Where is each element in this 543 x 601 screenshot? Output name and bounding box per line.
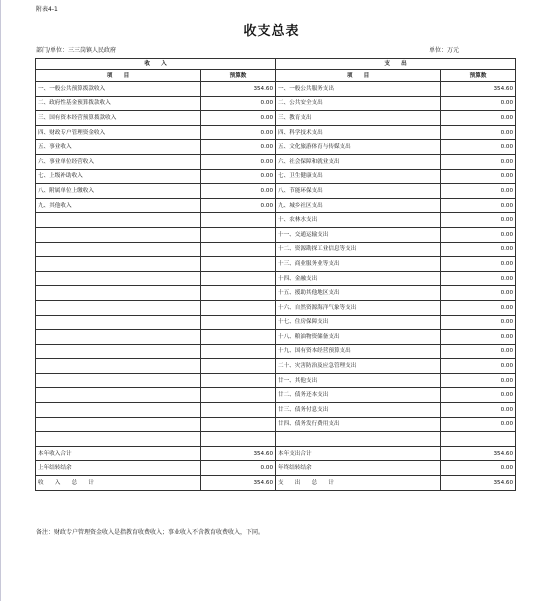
table-row	[36, 344, 516, 359]
expense-item-cell: 四、科学技术支出	[276, 125, 441, 140]
income-amount-cell: 0.00	[201, 198, 276, 213]
blank-cell	[201, 432, 276, 447]
income-amount-cell	[201, 359, 276, 374]
income-amount-cell: 354.60	[201, 446, 276, 461]
income-amount-cell	[201, 213, 276, 228]
attachment-number: 附表4-1	[36, 6, 58, 13]
income-item-cell	[36, 315, 201, 330]
expense-item-cell: 廿三、债务付息支出	[276, 403, 441, 418]
expense-amount-cell: 354.60	[441, 476, 516, 491]
expense-item-cell: 十、农林水支出	[276, 213, 441, 228]
expense-amount-cell: 0.00	[441, 125, 516, 140]
expense-item-cell: 十二、资源勘探工业信息等支出	[276, 242, 441, 257]
unit-value: 万元	[447, 47, 460, 54]
table-row	[36, 154, 516, 169]
expense-amount-cell: 354.60	[441, 446, 516, 461]
table-row	[36, 373, 516, 388]
expense-item-cell: 十八、粮油物资储备支出	[276, 330, 441, 345]
table-row	[36, 111, 516, 126]
unit-line	[429, 45, 459, 54]
summary-row	[36, 476, 516, 491]
expense-amount-cell: 0.00	[441, 461, 516, 476]
income-amount-cell: 354.60	[201, 82, 276, 97]
income-budget-header: 预算数	[201, 70, 276, 82]
income-item-cell: 九、其他收入	[36, 198, 201, 213]
expense-amount-cell: 0.00	[441, 344, 516, 359]
expense-item-cell: 十九、国有资本经营预算支出	[276, 344, 441, 359]
expense-item-cell: 五、文化旅游体育与传媒支出	[276, 140, 441, 155]
page-title: 收支总表	[243, 24, 300, 39]
income-item-cell	[36, 300, 201, 315]
expense-item-cell: 支 出 总 计	[276, 476, 441, 491]
income-item-cell: 收 入 总 计	[36, 476, 201, 491]
table-row	[36, 82, 516, 97]
income-item-cell: 三、国有资本经营预算拨款收入	[36, 111, 201, 126]
income-item-cell: 五、事业收入	[36, 140, 201, 155]
expense-amount-cell: 0.00	[441, 198, 516, 213]
table-row	[36, 403, 516, 418]
table-row	[36, 198, 516, 213]
blank-row	[36, 432, 516, 447]
blank-cell	[441, 432, 516, 447]
expense-amount-cell: 0.00	[441, 154, 516, 169]
expense-item-cell: 十七、住房保障支出	[276, 315, 441, 330]
income-item-cell: 一、一般公共预算拨款收入	[36, 82, 201, 97]
expense-amount-cell: 0.00	[441, 227, 516, 242]
expense-item-cell: 八、节能环保支出	[276, 184, 441, 199]
income-item-cell	[36, 359, 201, 374]
income-amount-cell: 0.00	[201, 154, 276, 169]
income-item-cell: 八、附属单位上缴收入	[36, 184, 201, 199]
income-amount-cell: 0.00	[201, 125, 276, 140]
expense-amount-cell: 0.00	[441, 388, 516, 403]
income-amount-cell: 354.60	[201, 476, 276, 491]
department-name: 三三岗镇人民政府	[68, 47, 117, 54]
income-amount-cell	[201, 417, 276, 432]
expense-item-cell: 九、城乡社区支出	[276, 198, 441, 213]
expense-amount-cell: 0.00	[441, 300, 516, 315]
income-amount-cell: 0.00	[201, 169, 276, 184]
expense-item-cell: 廿二、债务还本支出	[276, 388, 441, 403]
unit-label: 单位：	[429, 47, 448, 54]
expense-item-cell: 本年支出合计	[276, 446, 441, 461]
expense-item-header: 项 目	[276, 70, 441, 82]
income-amount-cell	[201, 388, 276, 403]
expense-item-cell: 二十、灾害防治及应急管理支出	[276, 359, 441, 374]
table-row	[36, 184, 516, 199]
expense-item-cell: 廿四、债务发行费用支出	[276, 417, 441, 432]
income-item-cell	[36, 271, 201, 286]
income-item-cell	[36, 403, 201, 418]
expense-amount-cell: 0.00	[441, 213, 516, 228]
income-item-cell	[36, 286, 201, 301]
column-header-row	[36, 70, 516, 82]
blank-cell	[36, 432, 201, 447]
expense-amount-cell: 354.60	[441, 82, 516, 97]
income-item-cell	[36, 213, 201, 228]
table-row	[36, 300, 516, 315]
table-row	[36, 125, 516, 140]
income-amount-cell	[201, 373, 276, 388]
expense-amount-cell: 0.00	[441, 184, 516, 199]
table-row	[36, 388, 516, 403]
table-row	[36, 96, 516, 111]
expense-item-cell: 二、公共安全支出	[276, 96, 441, 111]
income-item-cell	[36, 373, 201, 388]
expense-amount-cell: 0.00	[441, 417, 516, 432]
table-row	[36, 359, 516, 374]
table-row	[36, 286, 516, 301]
section-header-row	[36, 59, 516, 70]
income-amount-cell	[201, 403, 276, 418]
income-item-cell	[36, 257, 201, 272]
expense-amount-cell: 0.00	[441, 140, 516, 155]
table-row	[36, 417, 516, 432]
expense-item-cell: 三、教育支出	[276, 111, 441, 126]
income-amount-cell	[201, 315, 276, 330]
expense-amount-cell: 0.00	[441, 286, 516, 301]
expense-amount-cell: 0.00	[441, 169, 516, 184]
expense-amount-cell: 0.00	[441, 271, 516, 286]
expense-amount-cell: 0.00	[441, 96, 516, 111]
income-item-cell	[36, 330, 201, 345]
expense-amount-cell: 0.00	[441, 242, 516, 257]
income-amount-cell	[201, 344, 276, 359]
income-item-cell: 七、上级补助收入	[36, 169, 201, 184]
income-amount-cell	[201, 271, 276, 286]
expense-item-cell: 十四、金融支出	[276, 271, 441, 286]
expense-amount-cell: 0.00	[441, 359, 516, 374]
expense-item-cell: 廿一、其他支出	[276, 373, 441, 388]
page-left-border	[0, 0, 1, 601]
income-item-cell: 四、财政专户管理资金收入	[36, 125, 201, 140]
income-item-header: 项 目	[36, 70, 201, 82]
income-section-header: 收 入	[36, 59, 276, 70]
income-amount-cell	[201, 286, 276, 301]
income-amount-cell: 0.00	[201, 461, 276, 476]
department-line	[36, 45, 116, 54]
income-amount-cell	[201, 300, 276, 315]
income-amount-cell	[201, 242, 276, 257]
income-item-cell: 上年结转结余	[36, 461, 201, 476]
blank-cell	[276, 432, 441, 447]
table-row	[36, 169, 516, 184]
expense-item-cell: 十六、自然资源海洋气象等支出	[276, 300, 441, 315]
expense-amount-cell: 0.00	[441, 111, 516, 126]
income-item-cell	[36, 388, 201, 403]
expense-item-cell: 一、一般公共服务支出	[276, 82, 441, 97]
table-row	[36, 227, 516, 242]
expense-amount-cell: 0.00	[441, 315, 516, 330]
table-row	[36, 242, 516, 257]
summary-row	[36, 446, 516, 461]
table-row	[36, 271, 516, 286]
income-item-cell: 本年收入合计	[36, 446, 201, 461]
department-label: 部门/单位：	[36, 47, 69, 54]
expense-item-cell: 七、卫生健康支出	[276, 169, 441, 184]
expense-section-header: 支 出	[276, 59, 516, 70]
table-row	[36, 330, 516, 345]
expense-amount-cell: 0.00	[441, 257, 516, 272]
expense-item-cell: 十五、援助其他地区支出	[276, 286, 441, 301]
expense-amount-cell: 0.00	[441, 373, 516, 388]
expense-budget-header: 预算数	[441, 70, 516, 82]
expense-amount-cell: 0.00	[441, 330, 516, 345]
income-amount-cell	[201, 257, 276, 272]
table-row	[36, 140, 516, 155]
expense-item-cell: 十一、交通运输支出	[276, 227, 441, 242]
income-item-cell	[36, 242, 201, 257]
income-amount-cell: 0.00	[201, 96, 276, 111]
income-amount-cell: 0.00	[201, 184, 276, 199]
expense-item-cell: 六、社会保障和就业支出	[276, 154, 441, 169]
table-row	[36, 315, 516, 330]
income-amount-cell	[201, 330, 276, 345]
table-row	[36, 257, 516, 272]
budget-summary-table	[35, 58, 516, 491]
income-amount-cell: 0.00	[201, 111, 276, 126]
footnote: 备注：财政专户管理资金收入是指教育收费收入；事业收入不含教育收费收入，下同。	[36, 529, 265, 536]
summary-row	[36, 461, 516, 476]
income-item-cell: 六、事业单位经营收入	[36, 154, 201, 169]
expense-item-cell: 十三、商业服务业等支出	[276, 257, 441, 272]
income-item-cell	[36, 227, 201, 242]
table-row	[36, 213, 516, 228]
income-amount-cell: 0.00	[201, 140, 276, 155]
expense-item-cell: 年终结转结余	[276, 461, 441, 476]
income-item-cell	[36, 417, 201, 432]
income-item-cell: 二、政府性基金预算拨款收入	[36, 96, 201, 111]
expense-amount-cell: 0.00	[441, 403, 516, 418]
income-item-cell	[36, 344, 201, 359]
income-amount-cell	[201, 227, 276, 242]
